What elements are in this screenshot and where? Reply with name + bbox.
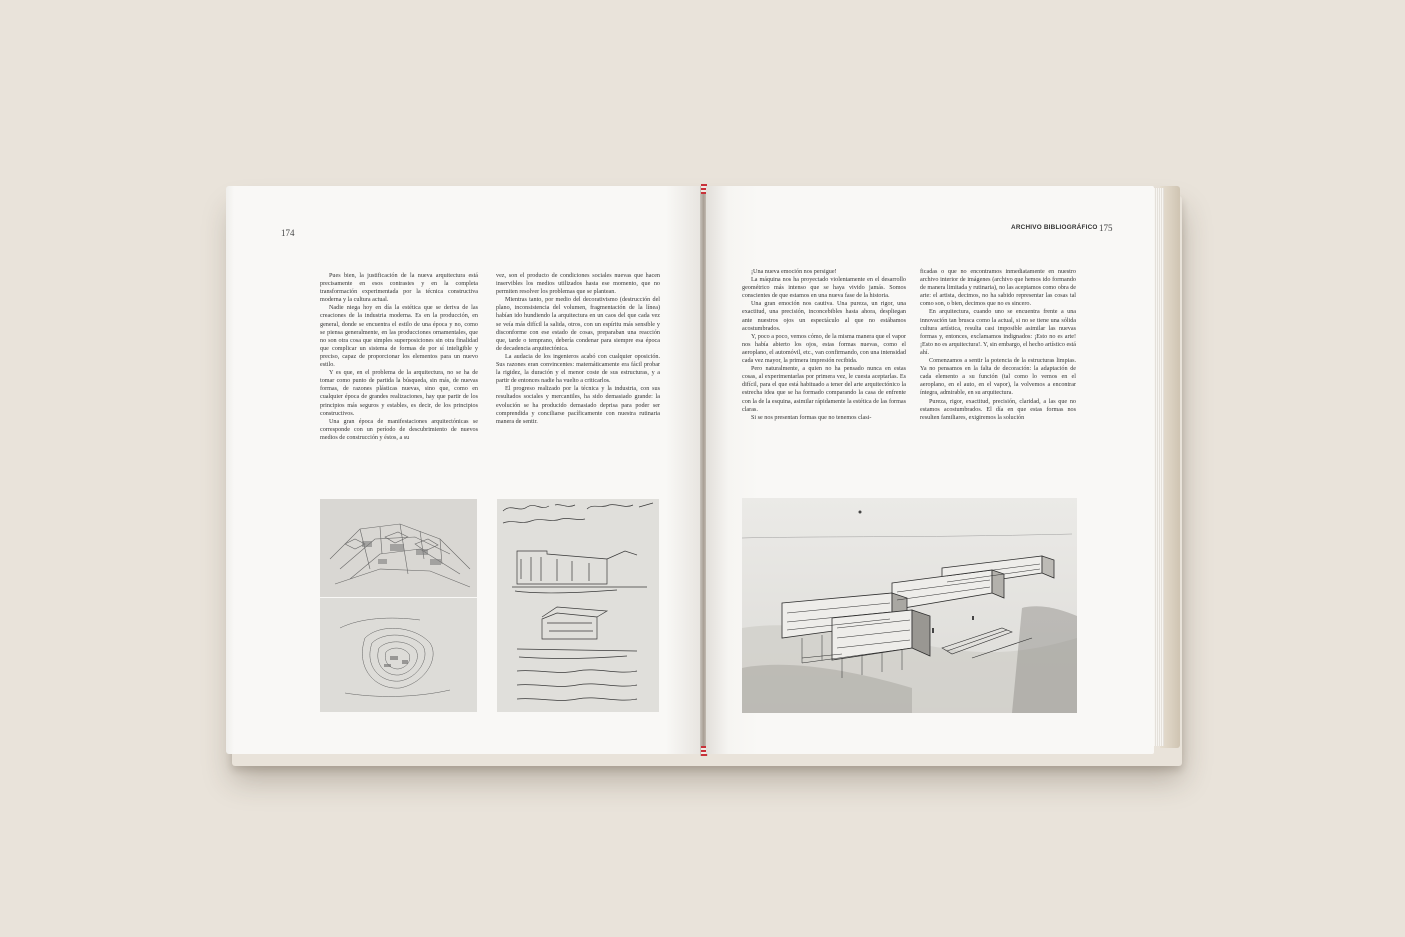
paragraph: ficadas o que no encontramos inmediatamente en nuestro archivo interior de imágenes (archivo que hemos ido formando de manera limitada y rutinaria), no las aceptamos como obra de arte: el artista, decimos, no ha sabido representar las cosas tal como son, o bien, decimos que no es sincero.	[920, 269, 1077, 308]
left-text-column-1	[320, 272, 478, 442]
paragraph: En arquitectura, cuando uno se encuentra frente a una innovación tan brusca como la actual, si no se tiene una sólida cultura artística, resulta casi imposible asimilar las nuevas formas y, entonces, exclamamos indignados: ¡Esto no es arte! ¡Esto no es arquitectura!. Y, sin embargo, el hecho artístico está ahí.	[920, 309, 1076, 356]
paragraph: Mientras tanto, por medio del decorativismo (destrucción del plano, inconsistencia del volumen, fragmentación de la línea) habían ido hundiendo la arquitectura en un caos del que cada vez se veía más difícil la salida, otros, con un espíritu más sensible y disconforme con ese estado de cosas, preparaban una reacción que, tarde o temprano, debería condenar para siempre esa época de decadencia arquitectónica.	[496, 297, 660, 352]
paragraph: vez, son el producto de condiciones sociales nuevas que hacen inservibles los medios utilizados hasta ese momento, que no permiten resolver los problemas que se plantean.	[496, 273, 660, 296]
paragraph: El progreso realizado por la técnica y la industria, con sus resultados sociales y mercantiles, ha sido demasiado grande: la evolución se ha producido demasiado deprisa para poder ser comprendida y conciliarse pacíficamente con nuestra rutinaria manera de sentir.	[496, 386, 660, 425]
right-page	[706, 186, 1154, 754]
paragraph: Pues bien, la justificación de la nueva arquitectura está precisamente en esos contrastes y en la completa transformación experimentada por la técnica constructiva moderna y la cultura actual.	[320, 273, 478, 304]
paragraph: Y, poco a poco, vemos cómo, de la misma manera que el vapor nos había abierto los ojos, estas formas nuevas, como el aeroplano, el automóvil, etc., van confirmando, con una intensidad cada vez mayor, la primera impresión recibida.	[742, 333, 906, 365]
paragraph: Y es que, en el problema de la arquitectura, no se ha de tomar como punto de partida la búsqueda, sin más, de nuevas formas, de razones plásticas nuevas, sino que, como en cualquier época de grandes realizaciones, hay que partir de los principios más seguros y estables, es decir, de los principios constructivos.	[320, 370, 478, 417]
paragraph: Si se nos presentan formas que no tenemos clasi-	[751, 414, 872, 421]
handwritten-building-sketch	[497, 499, 659, 712]
contour-site-sketch	[320, 598, 477, 712]
paragraph: La máquina nos ha proyectado violentamente en el desarrollo geométrico más intenso que se haya vivido jamás. Somos conscientes de que estamos en una nueva fase de la historia.	[742, 277, 906, 300]
paragraph: Pero naturalmente, a quien no ha pensado nunca en estas cosas, al experimentarlas por primera vez, le cuesta aceptarlas. Es difícil, para el que está habituado a tener del arte arquitectónico la estrecha idea que se ha formado comparando la casa de enfrente con la de la esquina, asimilar rápidamente la estética de las formas claras.	[742, 366, 906, 413]
paragraph: Comenzamos a sentir la potencia de la estructuras limpias. Ya no pensamos en la falta de decoración: la adaptación de cada elemento a su función (tal como lo vemos en el aeroplano, en el auto, en el vapor), la volvemos a encontrar íntegra, admirable, en su arquitectura.	[920, 358, 1076, 397]
perspective-architecture-drawing	[742, 498, 1077, 713]
paragraph: La audacia de los ingenieros acabó con cualquier oposición. Sus razones eran convincentes: matemáticamente era fácil probar la rigidez, la duración y el menor coste de sus estructuras, y a partir de entonces nadie ha vuelto a criticarlos.	[496, 353, 660, 385]
paragraph: Pureza, rigor, exactitud, precisión, claridad, a las que no estamos acostumbrados. El día en que estas formas nos resulten familiares, exigiremos la solución	[920, 398, 1076, 421]
right-folio: 175	[1099, 223, 1113, 233]
running-head: ARCHIVO BIBLIOGRÁFICO	[1011, 224, 1098, 231]
paragraph: ¡Una nueva emoción nos persigue!	[751, 269, 837, 275]
paragraph: Una gran emoción nos cautiva. Una pureza, un rigor, una exactitud, una precisión, inconcebibles hasta ahora, despliegan ante nuestros ojos un espectáculo al que no estábamos acostumbrados.	[742, 301, 906, 332]
left-text-column-2	[496, 272, 660, 426]
right-text-column-2	[920, 268, 1076, 422]
left-page	[226, 186, 704, 754]
aerial-site-sketch	[320, 499, 477, 597]
paragraph: Una gran época de manifestaciones arquitectónicas se corresponde con un período de descubrimiento de nuevos medios de construcción y éstos, a su	[320, 418, 478, 441]
right-text-column-1	[742, 268, 906, 422]
paragraph: Nadie niega hoy en día la estética que se deriva de las creaciones de la industria moderna. Es en la producción, en general, donde se encuentra el estilo de una época y no, como se piensa generalmente, en las producciones ornamentales, que no son otra cosa que simples superposiciones sin otra finalidad que complicar un sistema de formas de por sí inteligible y preciso, capaz de proporcionar los elementos para un nuevo estilo.	[320, 305, 478, 369]
left-folio: 174	[281, 228, 295, 238]
